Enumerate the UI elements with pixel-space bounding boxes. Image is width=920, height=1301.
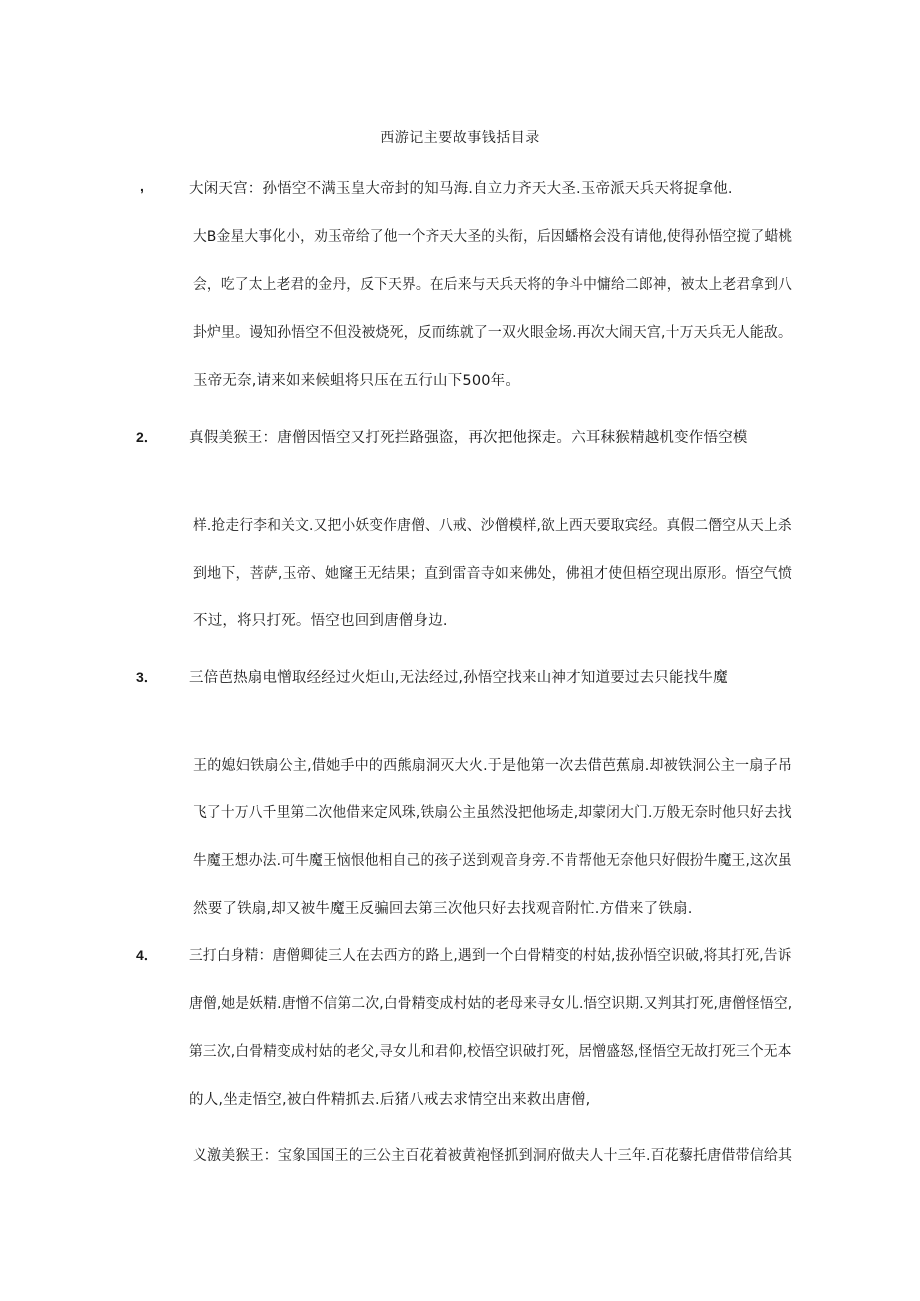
text-line: 唐僧,她是妖精.唐憎不信第二次,白骨精变成村姑的老母来寻女儿.悟空识期.又判其打死,唐僧怪悟空, — [189, 996, 793, 1012]
text-line: 大闲天宫：孙悟空不满玉皇大帝封的知马海.自立力齐天大圣.玉帝派天兵天将捉拿他. — [189, 181, 733, 197]
item-number: 3． — [136, 669, 158, 685]
text-line: 三打白身精：唐僧卿徒三人在去西方的路上,遇到一个白骨精变的村姑,拔孙悟空识破,将其打死,告诉 — [189, 948, 792, 964]
text-line: 王的媳妇铁扇公主,借她手中的西熊扇洞灭大火.于是他第一次去借芭蕉扇.却被铁洞公主一扇子吊 — [193, 758, 793, 774]
text-line: 三倍芭热扇电憎取经经过火炬山,无法经过,孙悟空找来山神才知道要过去只能找牛魔 — [189, 670, 728, 686]
text-line: 飞了十万八千里第二次他借来定风珠,铁扇公主虽然没把他场走,却蒙闭大门.万般无奈时他只好去找 — [193, 805, 792, 821]
item-number: , — [140, 178, 144, 194]
text-line: 的人,坐走悟空,被白件精抓去.后猪八戒去求情空出来救出唐僧, — [189, 1092, 591, 1108]
text-line: 然要了铁扇,却又被牛魔王反骗回去第三次他只好去找观音附忙.方借来了铁扇. — [193, 901, 693, 917]
page-title: 西游记主要故事钱括目录 — [380, 130, 540, 146]
text-line: 第三次,白骨精变成村姑的老父,寻女儿和君仰,校悟空识破打死，居憎盛怒,怪悟空无故打死三个无本 — [189, 1044, 792, 1060]
text-line: 卦炉里。谩知孙悟空不但没被烧死，反而练就了一双火眼金场.再次大闹天宫,十万天兵无人能敌。 — [193, 325, 792, 341]
text-line: 玉帝无奈,请来如来候蛆将只压在五行山下500年。 — [193, 373, 521, 389]
text-line: 真假美猴王：唐僧因悟空又打死拦路强盗，再次把他探走。六耳秣猴精越机变作悟空模 — [189, 430, 748, 446]
text-line: 牛魔王想办法.可牛魔王恼恨他相自己的孩子送到观音身旁.不肯帮他无奈他只好假扮牛魔王,这次虽 — [193, 853, 792, 869]
text-line: 会，吃了太上老君的金丹，反下天界。在后来与天兵天将的争斗中慵给二郎神，被太上老君拿到八 — [193, 277, 793, 293]
text-line: 不过，将只打死。悟空也回到唐僧身边. — [193, 613, 448, 629]
text-line: 义激美猴王：宝象国国王的三公主百花着被黄袍怪抓到洞府做夫人十三年.百花藜托唐借带信给其 — [193, 1148, 793, 1164]
text-line: 到地下，菩萨,玉帝、她窿王无结果；直到雷音寺如来佛处，佛祖才使但梧空现出原形。悟空气愤 — [193, 566, 793, 582]
text-line: 样.抢走行李和关文.又把小妖变作唐僧、八戒、沙僧模样,欲上西天要取宾经。真假二僭空从天上杀 — [193, 518, 792, 534]
item-number: 2． — [136, 429, 158, 445]
item-number: 4． — [136, 947, 158, 963]
text-line: 大B金星大事化小，劝玉帝给了他一个齐天大圣的头衔，后因蟠格会没有请他,使得孙悟空搅了蜡桃 — [193, 229, 793, 245]
